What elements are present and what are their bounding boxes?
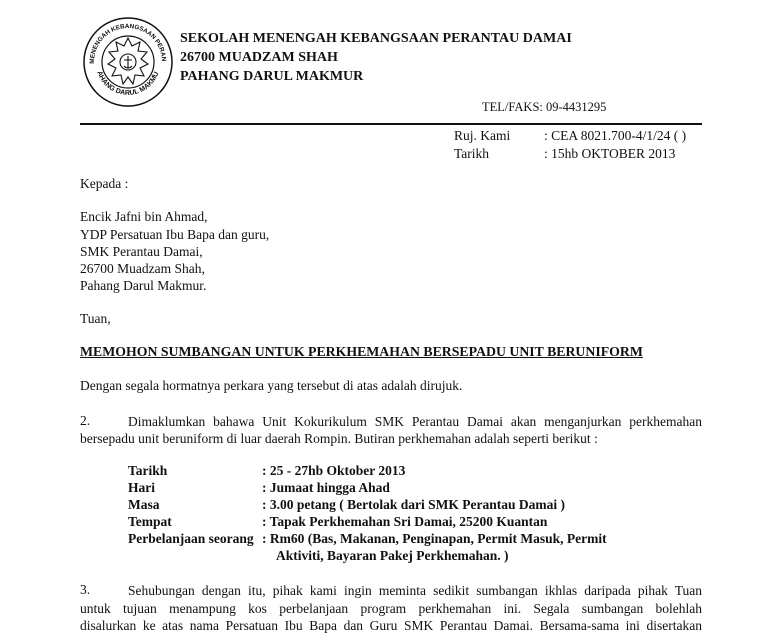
paragraph-3-line: untuk tujuan menampung kos perbelanjaan program perkhemahan ini. Segala sumbangan bolehlah <box>80 601 702 616</box>
subject-heading: MEMOHON SUMBANGAN UNTUK PERKHEMAHAN BERSEPADU UNIT BERUNIFORM <box>80 344 643 359</box>
kepada-label: Kepada : <box>80 176 129 191</box>
school-address-line2: PAHANG DARUL MAKMUR <box>180 69 364 84</box>
paragraph-3-line: Sehubungan dengan itu, pihak kami ingin meminta sedikit sumbangan ikhlas daripada pihak Tuan <box>128 583 702 598</box>
detail-label: Tempat <box>128 514 172 529</box>
recipient-line: YDP Persatuan Ibu Bapa dan guru, <box>80 227 270 242</box>
paragraph-2-line: bersepadu unit beruniform di luar daerah Rompin. Butiran perkhemahan adalah seperti berikut : <box>80 431 598 446</box>
detail-label: Hari <box>128 480 155 495</box>
school-crest-logo <box>80 14 176 110</box>
recipient-line: Pahang Darul Makmur. <box>80 278 207 293</box>
detail-value: : 25 - 27hb Oktober 2013 <box>262 463 406 478</box>
date-label: Tarikh <box>454 146 490 161</box>
salutation: Tuan, <box>80 311 111 326</box>
recipient-line: 26700 Muadzam Shah, <box>80 261 205 276</box>
paragraph-2-line: Dimaklumkan bahawa Unit Kokurikulum SMK Perantau Damai akan menganjurkan perkhemahan <box>128 414 702 429</box>
detail-value: : 3.00 petang ( Bertolak dari SMK Perantau Damai ) <box>262 497 565 512</box>
opening-line: Dengan segala hormatnya perkara yang tersebut di atas adalah dirujuk. <box>80 378 463 393</box>
detail-label: Tarikh <box>128 463 168 478</box>
recipient-line: Encik Jafni bin Ahmad, <box>80 209 208 224</box>
detail-label: Perbelanjaan seorang <box>128 531 254 546</box>
svg-text:SEKOLAH MENENGAH KEBANGSAAN PE <box>80 14 167 64</box>
date-value: : 15hb OKTOBER 2013 <box>544 146 676 161</box>
school-address-line1: 26700 MUADZAM SHAH <box>180 50 338 65</box>
reference-label: Ruj. Kami <box>454 128 511 143</box>
recipient-line: SMK Perantau Damai, <box>80 244 203 259</box>
detail-label: Masa <box>128 497 160 512</box>
crest-ring-text-bottom: AHANG DARUL MAKMU <box>95 70 161 97</box>
tel-fax: TEL/FAKS: 09-4431295 <box>482 100 607 114</box>
reference-value: : CEA 8021.700-4/1/24 ( ) <box>544 128 687 143</box>
detail-value: : Tapak Perkhemahan Sri Damai, 25200 Kuantan <box>262 514 548 529</box>
school-name: SEKOLAH MENENGAH KEBANGSAAN PERANTAU DAMAI <box>180 31 572 46</box>
detail-value: : Rm60 (Bas, Makanan, Penginapan, Permit Masuk, Permit <box>262 531 607 546</box>
header-divider <box>80 123 702 125</box>
crest-ring-text-top: MENENGAH KEBANGSAAN PERAN <box>88 22 168 64</box>
school-crest-icon <box>80 14 176 110</box>
paragraph-2-number: 2. <box>80 413 91 428</box>
detail-value-continued: Aktiviti, Bayaran Pakej Perkhemahan. ) <box>276 548 509 563</box>
detail-value: : Jumaat hingga Ahad <box>262 480 390 495</box>
paragraph-3-line: disalurkan ke atas nama Persatuan Ibu Bapa dan Guru SMK Perantau Damai. Bersama-sama ini disertakan <box>80 618 702 633</box>
paragraph-3-number: 3. <box>80 582 91 597</box>
